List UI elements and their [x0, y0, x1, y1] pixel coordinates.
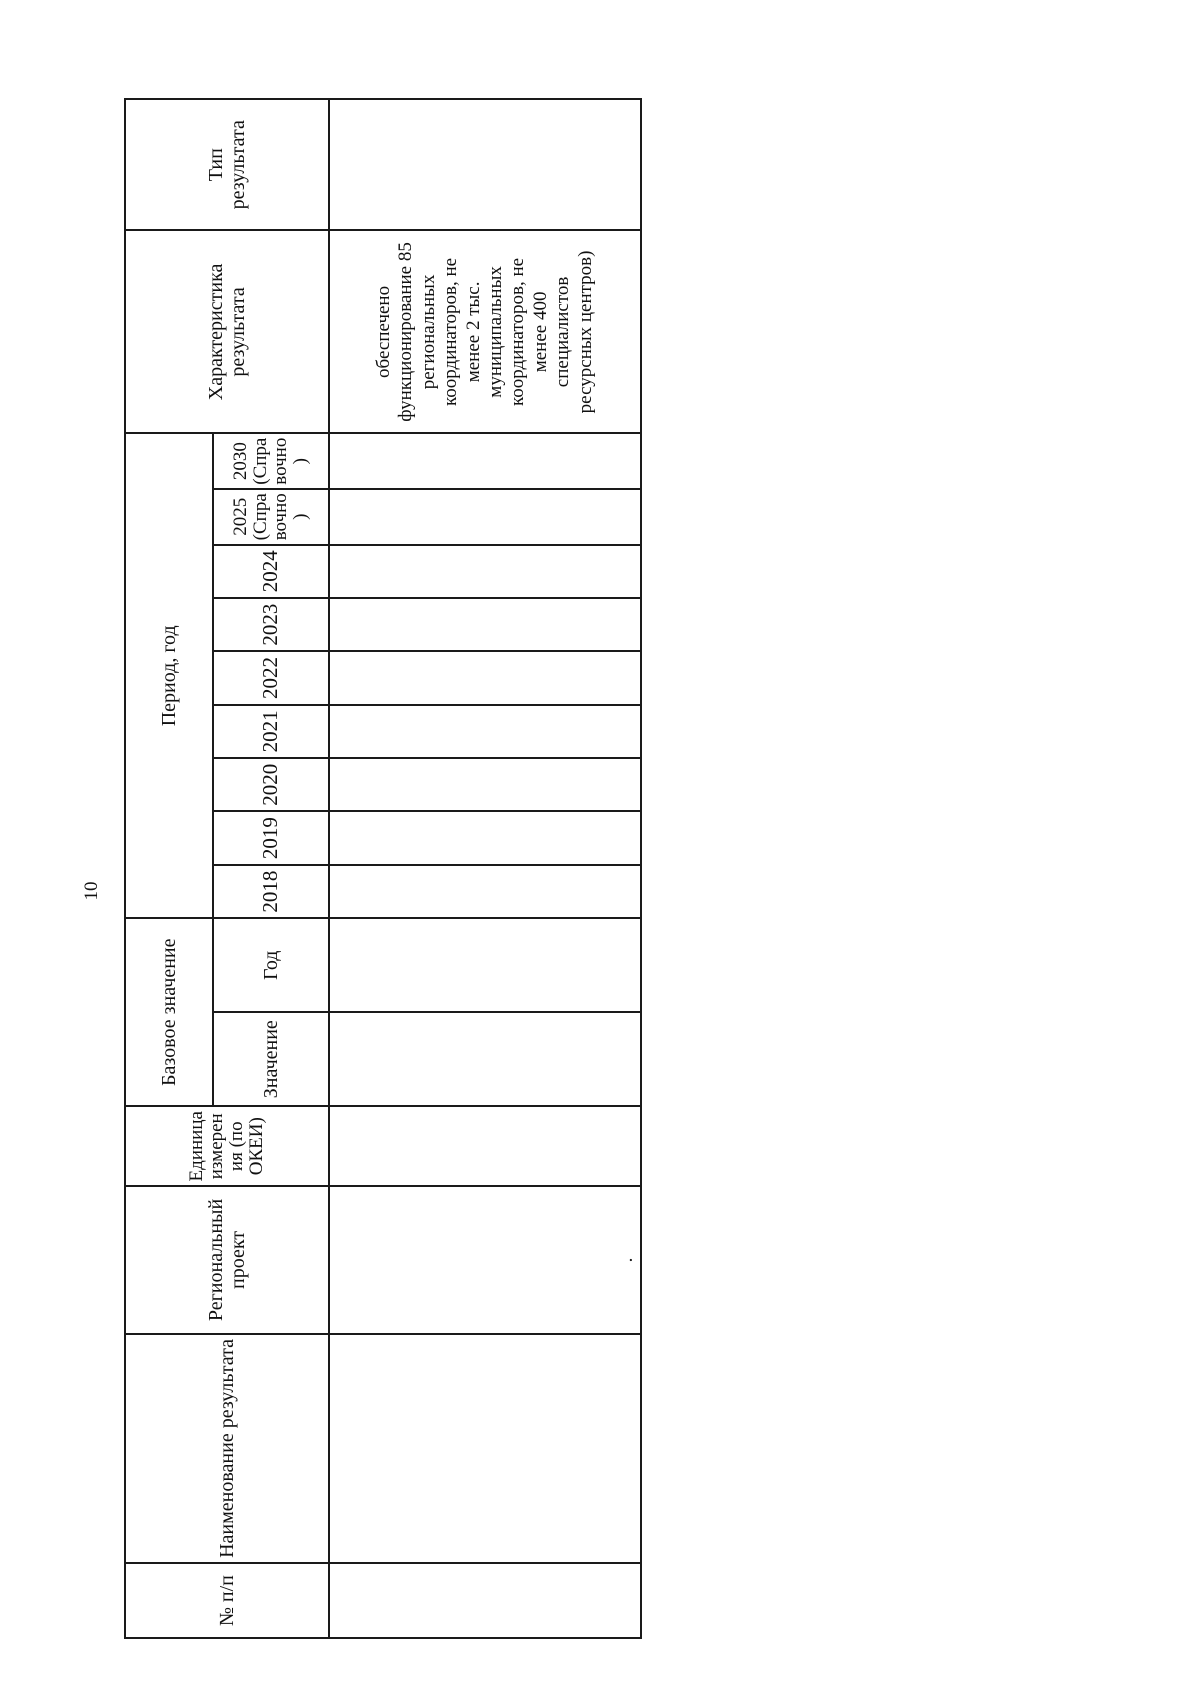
cell-name [329, 1334, 641, 1564]
header-year-2018: 2018 [213, 865, 329, 918]
header-year-2023: 2023 [213, 598, 329, 651]
cell-year-2020 [329, 758, 641, 811]
table-rotator [124, 98, 642, 1639]
header-year-2020: 2020 [213, 758, 329, 811]
cell-num [329, 1563, 641, 1638]
cell-type [329, 99, 641, 230]
table-frame [124, 98, 642, 1639]
header-year-2021: 2021 [213, 705, 329, 758]
cell-unit [329, 1106, 641, 1186]
cell-year-2018 [329, 865, 641, 918]
cell-project: . [329, 1186, 641, 1333]
table-row [329, 99, 641, 1638]
header-project: Региональный проект [125, 1186, 329, 1333]
cell-year-2030 [329, 433, 641, 489]
cell-year-2021 [329, 705, 641, 758]
cell-year-2019 [329, 811, 641, 864]
header-unit: Единица измерения (по ОКЕИ) [125, 1106, 329, 1186]
cell-year-2022 [329, 651, 641, 704]
page-number: 10 [81, 881, 102, 901]
header-characteristic: Характеристика результата [125, 230, 329, 433]
cell-year-2023 [329, 598, 641, 651]
cell-base-year [329, 918, 641, 1012]
header-year-2030: 2030 (Справочно) [213, 433, 329, 489]
header-base-value: Значение [213, 1012, 329, 1106]
cell-year-2024 [329, 545, 641, 598]
header-year-2019: 2019 [213, 811, 329, 864]
header-base-year: Год [213, 918, 329, 1012]
results-table [124, 98, 642, 1639]
cell-base-value [329, 1012, 641, 1106]
header-base: Базовое значение [125, 918, 213, 1106]
header-type: Тип результата [125, 99, 329, 230]
header-num: № п/п [125, 1563, 329, 1638]
header-period: Период, год [125, 433, 213, 918]
header-year-2025: 2025 (Справочно) [213, 489, 329, 545]
header-year-2022: 2022 [213, 651, 329, 704]
header-name: Наименование результата [125, 1334, 329, 1564]
header-year-2024: 2024 [213, 545, 329, 598]
header-row-top [125, 99, 213, 1638]
cell-characteristic: обеспечено функционирование 85 региональных координаторов, не менее 2 тыс. муниципальных координаторов, не менее 400 специалистов ресурсных центров) [329, 230, 641, 433]
cell-year-2025 [329, 489, 641, 545]
